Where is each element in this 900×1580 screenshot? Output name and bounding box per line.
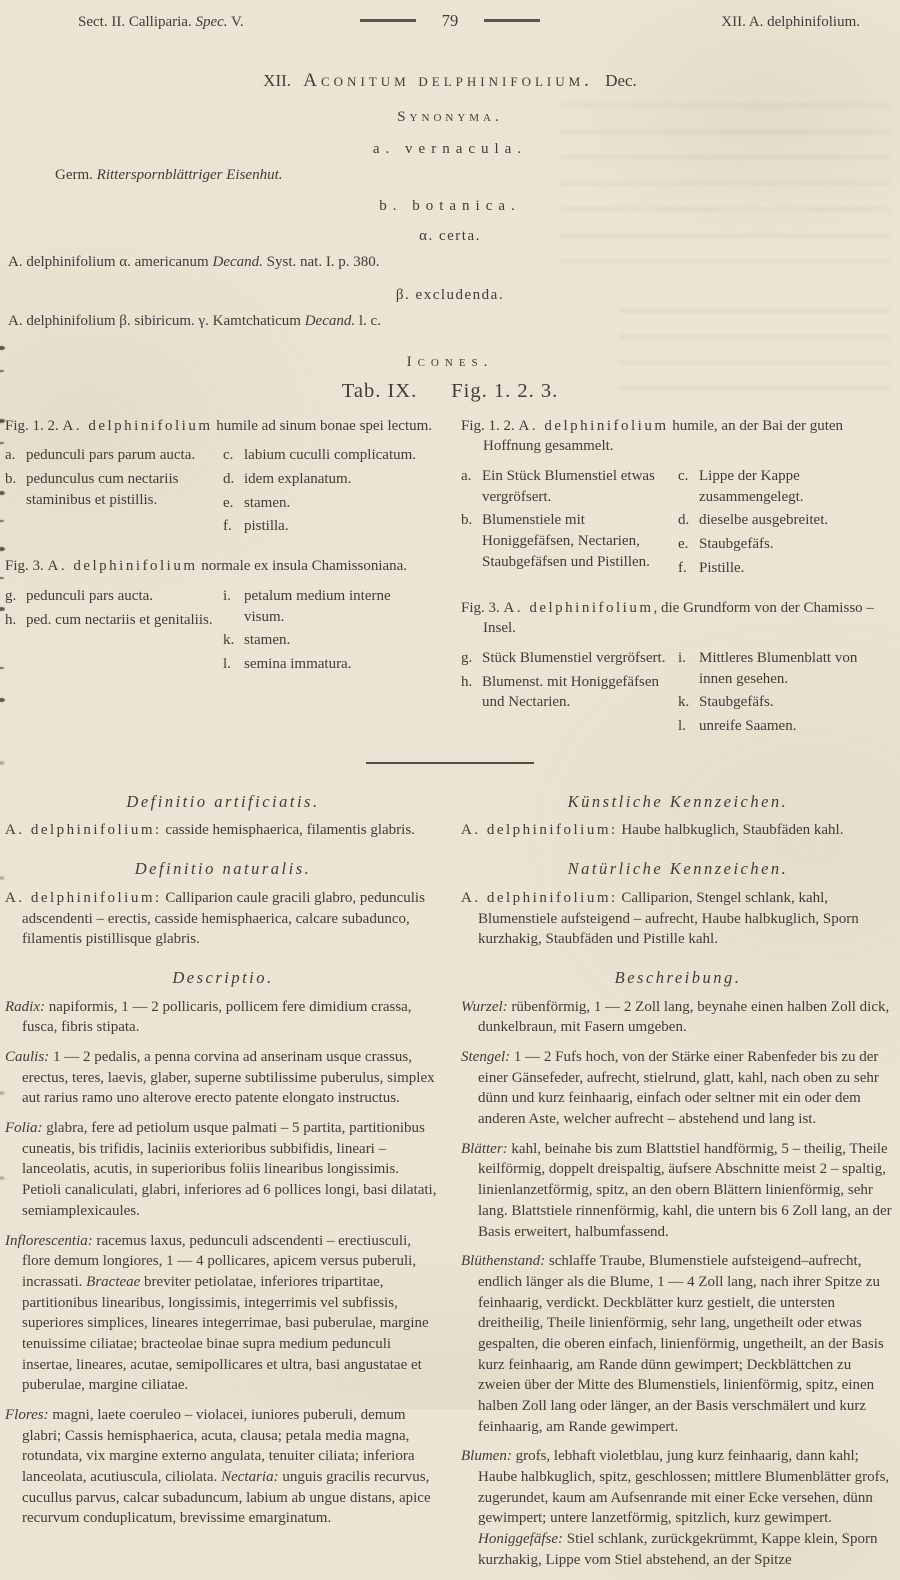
list-item: g. Stück Blumenstiel vergröfsert. (461, 649, 666, 666)
header-rule-left (360, 19, 416, 22)
beschreibung-paragraph-stengel: Stengel: 1 — 2 Fufs hoch, von der Stärke einer Rabenfeder bis zu der einer Gänsefeder, aufrecht, stielrund, glatt, kahl, nach oben zu sehr dünn und kurz feinhaarig, einfach oder seltner mit ein oder dem anderen Aste, welcher aufrecht – abstehend und lang ist. (461, 1049, 879, 1128)
icones-columns (0, 416, 900, 744)
icones-heading: Icones. (406, 353, 494, 370)
authority: Dec. (605, 71, 637, 90)
natuerliche-kennzeichen-body: A. delphinifolium: Calliparion, Stengel schlank, kahl, Blumenstiele aufsteigend – aufrecht, Haube halbkuglich, Sporn kurzhakig, Staubfäden und Pistille kahl. (461, 889, 859, 948)
definition-description-columns (0, 774, 900, 1580)
section-divider-rule (366, 762, 534, 764)
list-item: h. Blumenst. mit Honiggefäfsen und Nectarien. (461, 673, 660, 711)
list-item: e. stamen. (223, 494, 291, 511)
vernacula-entry: Germ. Ritterspornblättriger Eisenhut. (55, 166, 283, 183)
descriptio-paragraph-inflorescentia: Inflorescentia: racemus laxus, pedunculi adscendenti – erectiusculi, flore demum longiores, 1 — 4 pollicares, apicem versus puberuli, incrassati. Bracteae breviter petiolatae, inferiores tripartitae, partitionibus linearibus, longissimis, integerrimis vel subfissis, superiores simplices, lineares integerrimae, basi puberulae, margine tenuissime ciliatae; bracteolae binae supra medium pedunculi insertae, lineares, acutae, semipollicares et ultra, basi angustatae et puberulae, margine ciliatae. (5, 1232, 429, 1394)
definitio-naturalis-heading: Definitio naturalis. (134, 859, 312, 879)
beschreibung-paragraph-bluethenstand: Blüthenstand: schlaffe Traube, Blumenstiele aufsteigend–aufrecht, endlich länger als die Blume, 1 — 4 Zoll lang, nach ihrer Spitze zu feinhaarig, verdickt. Deckblätter kurz gestielt, die untersten dreitheilig, Theile linienförmig, sehr lang, ungetheilt oder etwas gespalten, die oberen einfach, linienförmig, ungetheilt, an der Basis kurz feinhaarig, am Rande dünn gewimpert; Deckblättchen zu zweien über der Mitte des Blumenstiels, linienförmig, spitz, einen halben Zoll lang oder länger, an der Basis verschmälert und kurz feinhaarig, am Rande gewimpert. (461, 1253, 884, 1435)
botanica-heading: b. botanica. (379, 198, 521, 215)
list-item: h. ped. cum nectariis et genitaliis. (5, 611, 213, 628)
excludenda-entry: A. delphinifolium β. sibiricum. γ. Kamtchaticum Decand. l. c. (8, 313, 381, 330)
beschreibung-paragraph-blaetter: Blätter: kahl, beinahe bis zum Blattstiel handförmig, 5 – theilig, Theile keilförmig, doppelt dreispaltig, äufsere Abschnitte meist 2 – spaltig, linienlanzetförmig, spitz, an den obern Blättern linienförmig, sehr lang. Blattstiele rinnenförmig, kahl, die untern bis 6 Zoll lang, an der Basis erweitert, halbumfassend. (461, 1140, 892, 1240)
list-item: i. petalum medium interne visum. (223, 587, 391, 625)
chapter-numeral: XII. (263, 71, 292, 90)
definitio-artificialis-heading: Definitio artificiatis. (126, 791, 320, 811)
synonyma-heading: Synonyma. (397, 109, 503, 126)
list-item: l. semina immatura. (223, 655, 352, 672)
fig12-german-caption: Fig. 1. 2. A. delphinifolium humile, an der Bai der guten Hoffnung gesammelt. (461, 417, 844, 455)
page-header (0, 0, 900, 44)
list-item: d. dieselbe ausgebreitet. (678, 512, 829, 529)
kuenstliche-kennzeichen-body: A. delphinifolium: Haube halbkuglich, Staubfäden kahl. (461, 822, 844, 839)
beschreibung-paragraph-blumen: Blumen: grofs, lebhaft violetblau, jung kurz feinhaarig, dann kahl; Haube halbkuglich, spitz, geschlossen; mittlere Blumenblätter grofs, zugerundet, kaum am Aufsenrande mit einer Ecke versehen, dünn gewimpert; untere lanzetförmig, spitzlich, kurz gewimpert. Honiggefäfse: Stiel schlank, zurückgekrümmt, Kappe klein, Sporn kurzhakig, Lippe vom Stiel abstehend, an der Spitze (461, 1448, 890, 1568)
fig3-latin-caption: Fig. 3. A. delphinifolium normale ex insula Chamissoniana. (5, 558, 408, 575)
german-column (453, 774, 895, 1580)
beschreibung-paragraph-wurzel: Wurzel: rübenförmig, 1 — 2 Zoll lang, beynahe einen halben Zoll dick, dunkelbraun, mit Fasern umgeben. (461, 998, 890, 1036)
list-item: f. pistilla. (223, 518, 289, 535)
beschreibung-heading: Beschreibung. (614, 967, 742, 987)
descriptio-heading: Descriptio. (172, 967, 274, 987)
page-number: 79 (441, 11, 459, 30)
certa-entry: A. delphinifolium α. americanum Decand. Syst. nat. I. p. 380. (8, 253, 380, 270)
chapter-title (0, 68, 900, 94)
natuerliche-kennzeichen-heading: Natürliche Kennzeichen. (567, 859, 789, 879)
list-item: c. labium cuculli complicatum. (223, 447, 417, 464)
vernacula-heading: a. vernacula. (372, 140, 528, 157)
fig12-german-items (461, 466, 895, 581)
kuenstliche-kennzeichen-heading: Künstliche Kennzeichen. (567, 791, 789, 811)
list-item: k. stamen. (223, 632, 291, 649)
icones-latin-column (5, 416, 453, 744)
fig12-latin-items (5, 445, 441, 540)
descriptio-paragraph-flores: Flores: magni, laete coeruleo – violacei, iuniores puberuli, demum glabri; Cassis hemisphaerica, acuta, clausa; petala media magna, rotundata, vix margine externo angulata, tenuiter ciliata; inferiora lanceolata, acutiuscula, ciliolata. Nectaria: unguis gracilis recurvus, cucullus parvus, calcar subaduncum, labium ab ungue distans, apice recurvum conduplicatum, brevissime emarginatum. (5, 1407, 431, 1527)
fig3-german-caption: Fig. 3. A. delphinifolium, die Grundform von der Chamisso – Insel. (461, 599, 874, 637)
list-item: k. Staubgefäfs. (678, 694, 774, 711)
list-item: l. unreife Saamen. (678, 717, 797, 734)
list-item: f. Pistille. (678, 559, 745, 576)
fig-label: Fig. 1. 2. 3. (451, 380, 559, 403)
list-item: b. pedunculus cum nectariis staminibus et pistillis. (5, 471, 179, 508)
running-head-right: XII. A. delphinifolium. (721, 14, 860, 30)
fig3-german-items (461, 648, 895, 740)
tab-figure-line (0, 377, 900, 405)
fig12-latin-caption: Fig. 1. 2. A. delphinifolium humile ad sinum bonae spei lectum. (5, 417, 433, 434)
definitio-artificialis-body: A. delphinifolium: casside hemisphaerica, filamentis glabris. (5, 822, 415, 839)
running-head-left: Sect. II. Calliparia. Spec. V. (78, 14, 244, 30)
list-item: a. Ein Stück Blumenstiel etwas vergröfsert. (461, 468, 655, 505)
species-name: Aconitum delphinifolium. (303, 70, 593, 91)
certa-heading: α. certa. (419, 227, 481, 244)
definitio-naturalis-body: A. delphinifolium: Calliparion caule gracili glabro, pedunculis adscendenti – erectis, casside hemisphaerica, calcare subadunco, filamentis pistillisque glabris. (5, 889, 425, 948)
header-rule-right (484, 19, 540, 22)
fig3-latin-items (5, 586, 441, 678)
list-item: a. pedunculi pars parum aucta. (5, 447, 196, 464)
tab-label: Tab. IX. (341, 380, 418, 403)
list-item: e. Staubgefäfs. (678, 536, 774, 553)
latin-column (5, 774, 453, 1580)
list-item: d. idem explanatum. (223, 471, 352, 488)
descriptio-paragraph-radix: Radix: napiformis, 1 — 2 pollicaris, pollicem fere dimidium crassa, fusca, fibris stipata. (5, 998, 412, 1036)
icones-german-column (453, 416, 895, 744)
list-item: i. Mittleres Blumenblatt von innen gesehen. (678, 649, 858, 687)
list-item: g. pedunculi pars aucta. (5, 587, 154, 604)
excludenda-heading: β. excludenda. (395, 287, 505, 304)
list-item: c. Lippe der Kappe zusammengelegt. (678, 468, 804, 505)
descriptio-paragraph-folia: Folia: glabra, fere ad petiolum usque palmati – 5 partita, partitionibus cuneatis, bis trifidis, laciniis exterioribus subbifidis, lineari – lanceolatis, acutis, in superioribus foliis linearibus longissimis. Petioli canaliculati, glabri, inferiores ad 6 pollices longi, basi dilatati, semiamplexicaules. (5, 1120, 437, 1219)
descriptio-paragraph-caulis: Caulis: 1 — 2 pedalis, a penna corvina ad anserinam usque crassus, erectus, teres, laevis, glaber, superne subtilissime puberulus, simplex aut rarius ramo uno alterove erecto patente elongato instructus. (5, 1049, 435, 1107)
list-item: b. Blumenstiele mit Honiggefäfsen, Nectarien, Staubgefäfsen und Pistillen. (461, 512, 650, 570)
